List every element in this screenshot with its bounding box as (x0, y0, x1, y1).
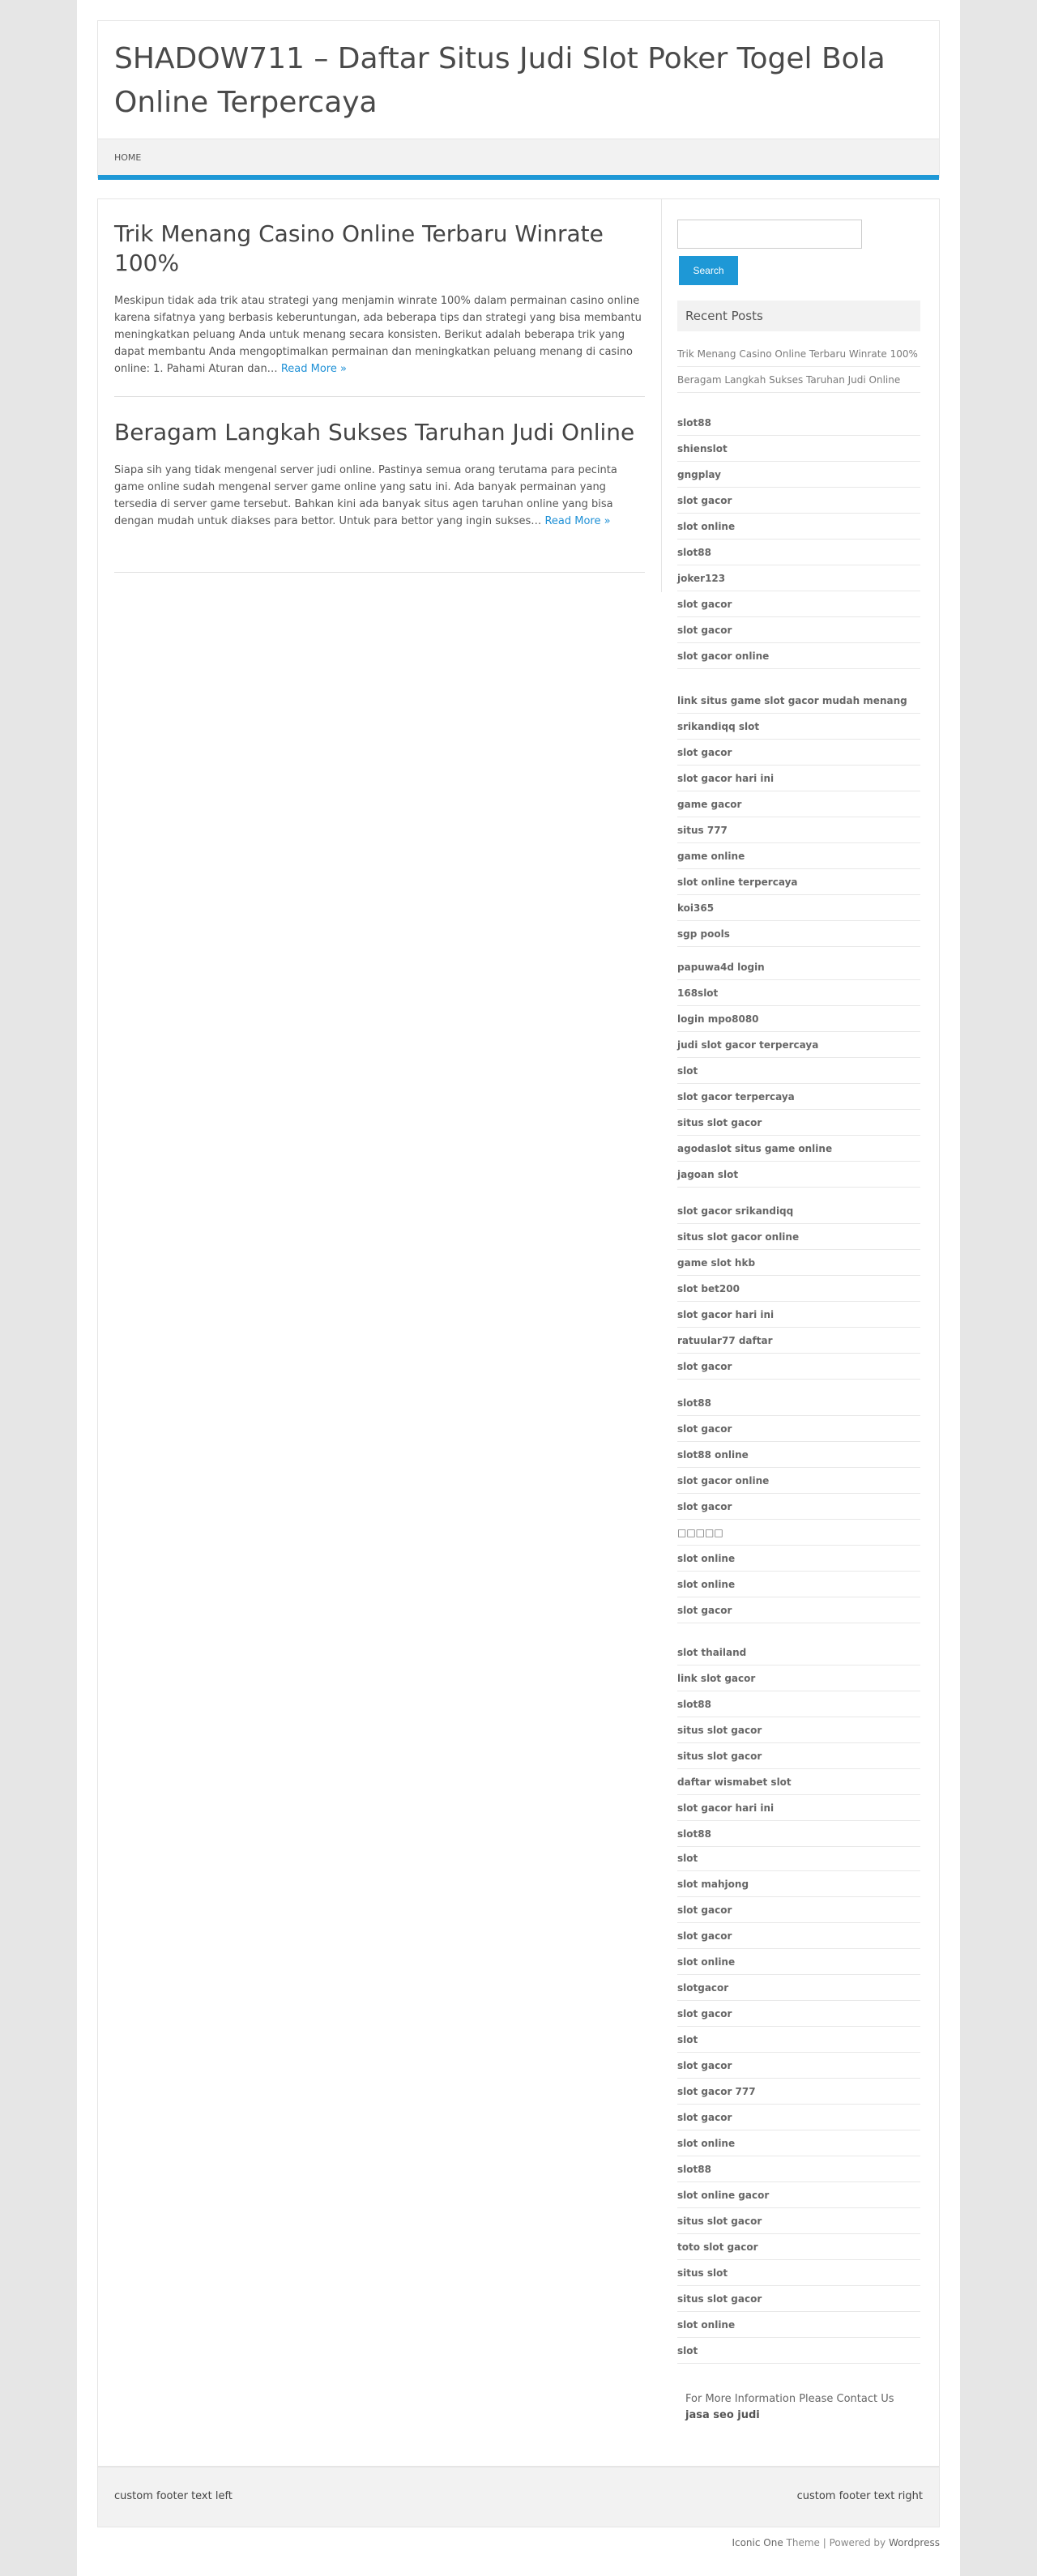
sidebar-link[interactable]: koi365 (677, 895, 920, 921)
sidebar-link[interactable]: gngplay (677, 462, 920, 488)
credit-theme-link[interactable]: Iconic One (732, 2537, 783, 2548)
sidebar-link[interactable]: slot gacor hari ini (677, 766, 920, 791)
sidebar-link[interactable]: slotgacor (677, 1975, 920, 2001)
post-excerpt-text: Siapa sih yang tidak mengenal server judi online. Pastinya semua orang terutama para pecinta game online sudah mengenal server game online yang satu ini. Ada banyak permainan yang tersedia di server game tersebut. Bahkan kini ada banyak situs agen taruhan online yang bisa dengan mudah untuk diakses para bettor. Untuk para bettor yang ingin sukses… (114, 464, 617, 527)
sidebar-link[interactable]: situs slot gacor online (677, 1224, 920, 1250)
contact-info (685, 2391, 920, 2424)
sidebar-link[interactable]: slot gacor (677, 1897, 920, 1923)
sidebar-link[interactable]: sgp pools (677, 921, 920, 947)
sidebar-link-group (677, 954, 920, 1188)
recent-post-link[interactable]: Beragam Langkah Sukses Taruhan Judi Online (677, 367, 920, 393)
sidebar-link[interactable]: game online (677, 843, 920, 869)
sidebar-link[interactable]: situs slot gacor (677, 1743, 920, 1769)
sidebar-link[interactable]: slot88 (677, 540, 920, 565)
sidebar-link[interactable]: slot gacor terpercaya (677, 1084, 920, 1110)
sidebar-link[interactable]: slot gacor (677, 1923, 920, 1949)
sidebar-link[interactable]: slot gacor (677, 740, 920, 766)
read-more-link[interactable]: Read More » (280, 363, 347, 375)
site-header (97, 20, 940, 178)
sidebar-link[interactable]: ratuular77 daftar (677, 1328, 920, 1354)
search-input[interactable] (677, 220, 862, 249)
sidebar-link[interactable]: toto slot gacor (677, 2234, 920, 2260)
sidebar-link[interactable]: 168slot (677, 980, 920, 1006)
sidebar-link[interactable]: slot gacor online (677, 1468, 920, 1494)
sidebar-link[interactable]: situs slot gacor (677, 1110, 920, 1136)
sidebar-link[interactable]: slot gacor (677, 1354, 920, 1380)
sidebar-link[interactable]: daftar wismabet slot (677, 1769, 920, 1795)
read-more-link[interactable]: Read More » (544, 515, 611, 527)
sidebar-link[interactable]: link slot gacor (677, 1665, 920, 1691)
sidebar-link[interactable]: jagoan slot (677, 1162, 920, 1188)
sidebar-link[interactable]: slot88 (677, 410, 920, 436)
main-container (97, 198, 940, 2467)
sidebar-link-group (677, 1390, 920, 1623)
sidebar-link-group (677, 1198, 920, 1380)
sidebar-link[interactable]: slot gacor (677, 488, 920, 514)
site-credit (732, 2537, 940, 2548)
sidebar-link[interactable]: slot gacor (677, 1494, 920, 1520)
nav-item-home[interactable]: HOME (114, 152, 142, 163)
sidebar-link-group (677, 688, 920, 947)
sidebar-link[interactable]: papuwa4d login (677, 954, 920, 980)
sidebar-link[interactable]: situs slot (677, 2260, 920, 2286)
sidebar-link[interactable]: slot online terpercaya (677, 869, 920, 895)
sidebar-link[interactable]: srikandiqq slot (677, 714, 920, 740)
sidebar-link[interactable]: slot gacor (677, 591, 920, 617)
post-separator (114, 396, 645, 397)
site-title[interactable]: SHADOW711 – Daftar Situs Judi Slot Poker Togel Bola Online Terpercaya (114, 42, 886, 119)
post-article (114, 418, 645, 530)
sidebar-link[interactable]: slot online (677, 2312, 920, 2338)
footer-text-left: custom footer text left (114, 2490, 233, 2502)
sidebar-link[interactable]: slot gacor (677, 2001, 920, 2027)
post-excerpt-text: Meskipun tidak ada trik atau strategi yang menjamin winrate 100% dalam permainan casino online karena sifatnya yang berbasis keberuntungan, ada beberapa tips dan strategi yang bisa membantu meningkatkan peluang Anda untuk menang secara konsisten. Berikut adalah beberapa trik yang dapat membantu Anda mengoptimalkan permainan dan meningkatkan peluang menang di casino online: 1. Pahami Aturan dan… (114, 295, 642, 375)
post-article (114, 220, 645, 377)
sidebar-link[interactable]: slot88 (677, 2156, 920, 2182)
recent-posts-title: Recent Posts (677, 301, 920, 331)
sidebar-link[interactable]: slot (677, 1845, 920, 1871)
sidebar-link[interactable]: shienslot (677, 436, 920, 462)
sidebar-link[interactable]: slot thailand (677, 1640, 920, 1665)
sidebar-link[interactable]: slot gacor 777 (677, 2079, 920, 2105)
site-footer (97, 2467, 940, 2527)
sidebar-link[interactable]: slot online (677, 1572, 920, 1597)
sidebar-link[interactable]: slot (677, 2338, 920, 2364)
post-excerpt (114, 462, 645, 530)
sidebar-link[interactable]: slot gacor (677, 2053, 920, 2079)
sidebar-link[interactable]: slot88 (677, 1821, 920, 1847)
sidebar-link[interactable]: slot mahjong (677, 1871, 920, 1897)
contact-link[interactable]: jasa seo judi (685, 2409, 760, 2421)
sidebar-link-group (677, 410, 920, 669)
post-title[interactable]: Beragam Langkah Sukses Taruhan Judi Online (114, 419, 635, 446)
sidebar-link[interactable]: situs slot gacor (677, 2208, 920, 2234)
sidebar-link[interactable]: slot gacor online (677, 643, 920, 669)
contact-text: For More Information Please Contact Us (685, 2393, 894, 2405)
sidebar-link[interactable]: □□□□□ (677, 1520, 920, 1546)
sidebar-link[interactable]: slot online (677, 514, 920, 540)
sidebar-link-group (677, 1640, 920, 1847)
sidebar-link[interactable]: slot gacor (677, 1597, 920, 1623)
sidebar-link[interactable]: situs 777 (677, 817, 920, 843)
page-container (77, 0, 960, 2576)
sidebar-link[interactable]: slot gacor srikandiqq (677, 1198, 920, 1224)
credit-text: Theme | Powered by (783, 2537, 889, 2548)
sidebar-link[interactable]: slot gacor (677, 617, 920, 643)
sidebar-link[interactable]: login mpo8080 (677, 1006, 920, 1032)
sidebar-link[interactable]: joker123 (677, 565, 920, 591)
sidebar-link[interactable]: slot (677, 1058, 920, 1084)
sidebar-link[interactable]: slot online (677, 2130, 920, 2156)
search-button[interactable]: Search (679, 256, 738, 285)
sidebar-link[interactable]: game slot hkb (677, 1250, 920, 1276)
sidebar-link[interactable]: game gacor (677, 791, 920, 817)
sidebar-link[interactable]: slot online (677, 1949, 920, 1975)
sidebar-link[interactable]: slot gacor hari ini (677, 1795, 920, 1821)
sidebar-link[interactable]: link situs game slot gacor mudah menang (677, 688, 920, 714)
sidebar-link[interactable]: slot gacor (677, 1416, 920, 1442)
sidebar-link[interactable]: slot gacor (677, 2105, 920, 2130)
sidebar-link[interactable]: slot88 (677, 1390, 920, 1416)
sidebar-link[interactable]: slot online gacor (677, 2182, 920, 2208)
post-excerpt (114, 292, 645, 377)
sidebar-link[interactable]: slot bet200 (677, 1276, 920, 1302)
sidebar-link[interactable]: slot88 (677, 1691, 920, 1717)
sidebar-link[interactable]: situs slot gacor (677, 2286, 920, 2312)
recent-posts-list (677, 341, 920, 393)
sidebar-link[interactable]: judi slot gacor terpercaya (677, 1032, 920, 1058)
recent-post-link[interactable]: Trik Menang Casino Online Terbaru Winrate 100% (677, 341, 920, 367)
sidebar-divider (661, 199, 662, 592)
sidebar-link[interactable]: situs slot gacor (677, 1717, 920, 1743)
post-title[interactable]: Trik Menang Casino Online Terbaru Winrate 100% (114, 220, 604, 276)
post-separator (114, 572, 645, 573)
footer-text-right: custom footer text right (796, 2490, 923, 2502)
nav-accent-bar (98, 175, 939, 180)
sidebar-link[interactable]: slot88 online (677, 1442, 920, 1468)
sidebar-link[interactable]: slot online (677, 1546, 920, 1572)
sidebar-link-group (677, 1845, 920, 2364)
sidebar-link[interactable]: slot gacor hari ini (677, 1302, 920, 1328)
credit-wordpress-link[interactable]: Wordpress (888, 2537, 940, 2548)
sidebar-link[interactable]: agodaslot situs game online (677, 1136, 920, 1162)
sidebar-link[interactable]: slot (677, 2027, 920, 2053)
main-navigation (98, 139, 939, 176)
